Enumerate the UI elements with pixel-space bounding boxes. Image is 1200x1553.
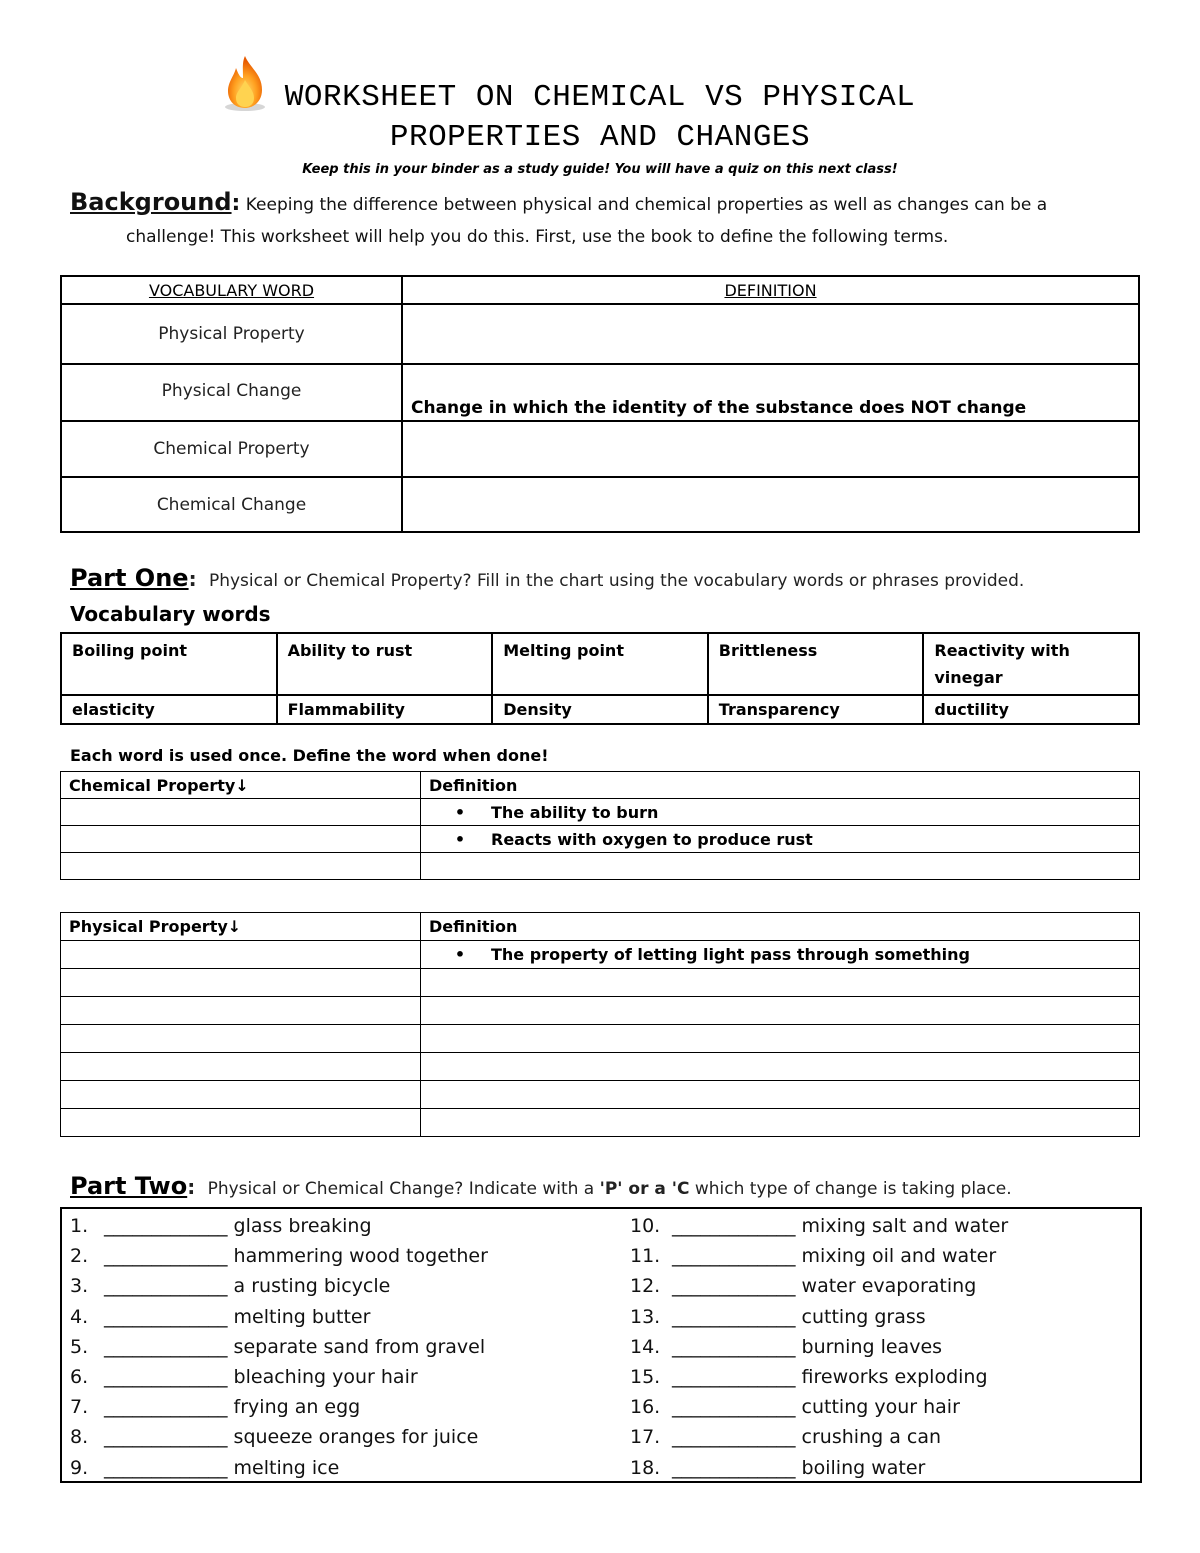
part-one-heading: Part One: Physical or Chemical Property? Fill in the chart using the vocabulary words or phrases provided. [70,564,1025,592]
chemical-definition-field[interactable] [421,853,1140,880]
background-text-1: Keeping the difference between physical and chemical properties as well as changes can be a [245,195,1048,215]
list-item: 10. _____________ mixing salt and water [630,1215,1009,1237]
answer-blank[interactable]: _____________ [104,1305,228,1328]
vocab-definition-field[interactable] [402,421,1139,477]
list-item: 17. _____________ crushing a can [630,1426,942,1449]
vocab-definition-field[interactable]: Change in which the identity of the substance does NOT change [402,364,1139,421]
part-one-label: Part One [70,564,189,592]
physical-definition-field[interactable] [421,1025,1140,1053]
answer-blank[interactable]: _____________ [104,1396,228,1419]
list-item: 8. _____________ squeeze oranges for juice [70,1426,479,1449]
physical-property-answer[interactable] [61,997,421,1025]
changes-list [60,1207,1142,1483]
changes-column-left [70,1211,488,1483]
physical-definition-field[interactable] [421,1109,1140,1137]
chemical-definition: • The ability to burn [421,799,1140,826]
list-item: 13. _____________ cutting grass [630,1305,926,1328]
title-line-2: PROPERTIES AND CHANGES [389,120,811,155]
physical-property-answer[interactable] [61,969,421,997]
vocab-term: Chemical Change [61,477,402,532]
background-section: Background: Keeping the difference between physical and chemical properties as well as changes can be a challenge! This worksheet will help you do this. First, use the book to define the following terms. [70,186,1130,253]
answer-blank[interactable]: _____________ [104,1215,228,1237]
physical-property-answer[interactable] [61,1025,421,1053]
part-two-instruction-bold: 'P' or a 'C [599,1179,690,1199]
list-item: 6. _____________ bleaching your hair [70,1365,418,1388]
vocab-definition-field[interactable] [402,477,1139,532]
list-item: 7. _____________ frying an egg [70,1396,361,1419]
answer-blank[interactable]: _____________ [672,1396,796,1419]
physical-definition-header: Definition [421,913,1140,941]
physical-definition-field[interactable] [421,1053,1140,1081]
chemical-property-answer[interactable] [61,799,421,826]
physical-property-header: Physical Property↓ [61,913,421,941]
subtitle: Keep this in your binder as a study guide! You will have a quiz on this next class! [302,162,898,177]
vocab-word: Flammability [277,695,493,724]
answer-blank[interactable]: _____________ [104,1245,228,1268]
background-text-2: challenge! This worksheet will help you do this. First, use the book to define the following terms. [126,227,949,247]
answer-blank[interactable]: _____________ [672,1335,796,1358]
answer-blank[interactable]: _____________ [104,1456,228,1479]
list-item: 15. _____________ fireworks exploding [630,1365,988,1388]
answer-blank[interactable]: _____________ [672,1215,796,1237]
part-one-instruction: Physical or Chemical Property? Fill in the chart using the vocabulary words or phrases provided. [208,571,1025,591]
answer-blank[interactable]: _____________ [104,1365,228,1388]
part-two-instruction-end: which type of change is taking place. [689,1179,1012,1199]
answer-blank[interactable]: _____________ [104,1275,228,1298]
chemical-property-table [60,771,1140,880]
part-one-note: Each word is used once. Define the word when done! [70,746,549,765]
answer-blank[interactable]: _____________ [104,1335,228,1358]
answer-blank[interactable]: _____________ [672,1365,796,1388]
physical-definition: • The property of letting light pass through something [421,941,1140,969]
chemical-property-header: Chemical Property↓ [61,772,421,799]
vocab-word: Melting point [492,633,708,695]
vocab-term: Chemical Property [61,421,402,477]
physical-definition-field[interactable] [421,969,1140,997]
list-item: 5. _____________ separate sand from gravel [70,1335,486,1358]
part-two-label: Part Two [70,1172,188,1200]
chemical-definition-header: Definition [421,772,1140,799]
list-item: 12. _____________ water evaporating [630,1275,977,1298]
part-two-heading: Part Two: Physical or Chemical Change? Indicate with a 'P' or a 'C which type of change is taking place. [70,1172,1012,1200]
vocab-word: ductility [923,695,1139,724]
vocab-word: Ability to rust [277,633,493,695]
list-item: 2. _____________ hammering wood together [70,1245,488,1268]
list-item: 16. _____________ cutting your hair [630,1396,960,1419]
chemical-property-answer[interactable] [61,853,421,880]
answer-blank[interactable]: _____________ [672,1245,796,1268]
vocabulary-definition-table [60,275,1140,533]
physical-property-answer[interactable] [61,1081,421,1109]
part-two-instruction: Physical or Chemical Change? Indicate with a [207,1179,600,1199]
background-label: Background [70,188,232,216]
definition-col-header: DEFINITION [402,276,1139,304]
title-line-1: WORKSHEET ON CHEMICAL VS PHYSICAL [284,80,916,115]
answer-blank[interactable]: _____________ [104,1426,228,1449]
list-item: 14. _____________ burning leaves [630,1335,943,1358]
answer-blank[interactable]: _____________ [672,1305,796,1328]
list-item: 4. _____________ melting butter [70,1305,371,1328]
physical-definition-field[interactable] [421,997,1140,1025]
list-item: 11. _____________ mixing oil and water [630,1245,997,1268]
vocab-col-header: VOCABULARY WORD [61,276,402,304]
vocab-word: elasticity [61,695,277,724]
physical-property-table [60,912,1140,1137]
vocab-word: Density [492,695,708,724]
chemical-definition: • Reacts with oxygen to produce rust [421,826,1140,853]
vocabulary-words-table [60,632,1140,725]
list-item: 3. _____________ a rusting bicycle [70,1275,391,1298]
changes-column-right [630,1211,1008,1483]
vocab-word: Boiling point [61,633,277,695]
physical-definition-field[interactable] [421,1081,1140,1109]
answer-blank[interactable]: _____________ [672,1456,796,1479]
list-item: 18. _____________ boiling water [630,1456,926,1479]
answer-blank[interactable]: _____________ [672,1275,796,1298]
list-item: 9. _____________ melting ice [70,1456,340,1479]
vocab-word: Transparency [708,695,924,724]
worksheet-title [0,78,1200,158]
chemical-property-answer[interactable] [61,826,421,853]
vocabulary-words-label: Vocabulary words [70,602,271,626]
vocab-word: Brittleness [708,633,924,695]
physical-property-answer[interactable] [61,1109,421,1137]
physical-property-answer[interactable] [61,941,421,969]
list-item: 1. _____________ glass breaking [70,1215,372,1237]
physical-property-answer[interactable] [61,1053,421,1081]
vocab-term: Physical Property [61,304,402,364]
vocab-term: Physical Change [61,364,402,421]
answer-blank[interactable]: _____________ [672,1426,796,1449]
vocab-definition-field[interactable] [402,304,1139,364]
vocab-word: Reactivity with vinegar [923,633,1139,695]
